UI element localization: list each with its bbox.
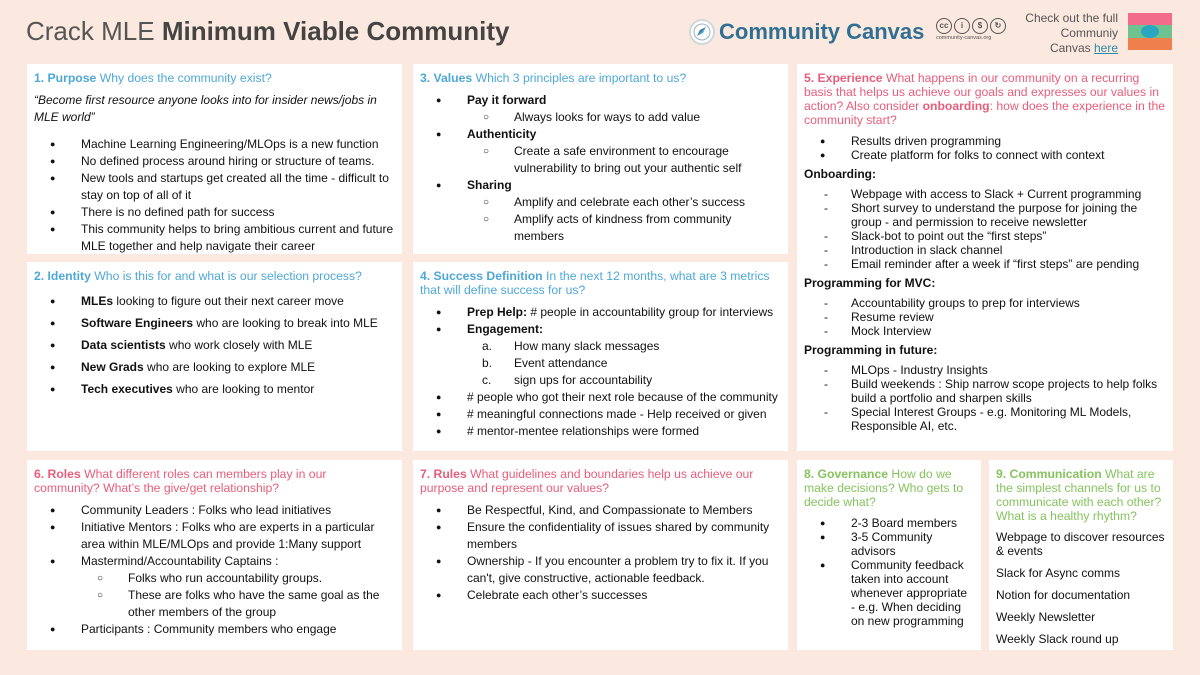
list-item: Webpage to discover resources & events xyxy=(996,530,1165,558)
list-item: - Email reminder after a week if “first steps” are pending xyxy=(804,257,1166,271)
list-item: ● This community helps to bring ambitious current and future MLE together and help navigate their career xyxy=(34,221,395,254)
list-item: ○ Always looks for ways to add value xyxy=(467,109,781,126)
identity-list xyxy=(34,290,395,400)
sa-icon: ↻ xyxy=(990,18,1006,34)
purpose-heading: 1. Purpose Why does the community exist? xyxy=(34,71,272,85)
list-item: ● Be Respectful, Kind, and Compassionate to Members xyxy=(420,502,781,519)
onboarding-list xyxy=(804,187,1166,271)
rules-card xyxy=(413,460,788,650)
list-item: ● Tech executives who are looking to mentor xyxy=(34,378,395,400)
community-canvas-logo-icon xyxy=(689,19,715,45)
list-item: ● New tools and startups get created all the time - difficult to stay on top of all of it xyxy=(34,170,395,204)
list-item: ● Initiative Mentors : Folks who are experts in a particular area within MLE/MLOps and provide 1:Many support xyxy=(34,519,395,553)
list-item: ● Results driven programming xyxy=(804,134,1166,148)
list-item: - Webpage with access to Slack + Current programming xyxy=(804,187,1166,201)
list-item: ● Prep Help: # people in accountability group for interviews xyxy=(420,304,781,321)
success-heading: 4. Success Definition In the next 12 months, what are 3 metrics that will define success for us? xyxy=(420,269,770,297)
values-card xyxy=(413,64,788,254)
onboarding-title: Onboarding: xyxy=(804,167,876,181)
experience-list xyxy=(804,134,1166,162)
rules-heading: 7. Rules What guidelines and boundaries help us achieve our purpose and represent our values? xyxy=(420,467,754,495)
governance-list xyxy=(804,516,974,628)
communication-heading: 9. Communication What are the simplest channels for us to communicate with each other? What is a healthy rhythm? xyxy=(996,467,1162,523)
list-item: c. sign ups for accountability xyxy=(482,373,653,387)
list-item: Slack for Async comms xyxy=(996,566,1121,580)
governance-card xyxy=(797,460,981,650)
list-item: ● There is no defined path for success xyxy=(34,204,395,221)
purpose-card xyxy=(27,64,402,254)
list-item: ● # people who got their next role because of the community xyxy=(420,389,781,406)
values-list xyxy=(420,92,781,245)
list-item: Weekly Slack round up xyxy=(996,632,1119,646)
list-item: ● Software Engineers who are looking to break into MLE xyxy=(34,312,395,334)
experience-card xyxy=(797,64,1173,451)
communication-list xyxy=(996,530,1166,646)
list-item: ● Data scientists who work closely with MLE xyxy=(34,334,395,356)
list-item: ● Community Leaders : Folks who lead initiatives xyxy=(34,502,395,519)
list-item: ● # meaningful connections made - Help received or given xyxy=(420,406,781,423)
identity-card xyxy=(27,262,402,451)
values-heading: 3. Values Which 3 principles are important to us? xyxy=(420,71,687,85)
list-item: ○ Create a safe environment to encourage vulnerability to bring out your authentic self xyxy=(467,143,781,177)
list-item: - Special Interest Groups - e.g. Monitoring ML Models, Responsible AI, etc. xyxy=(804,405,1166,433)
list-item: ● Create platform for folks to connect with context xyxy=(804,148,1166,162)
future-list xyxy=(804,363,1166,433)
identity-heading: 2. Identity Who is this for and what is our selection process? xyxy=(34,269,362,283)
list-item: ● Mastermind/Accountability Captains : ○ Folks who run accountability groups. ○ These are folks who have the same goal as the other members of the group xyxy=(34,553,395,621)
rules-list xyxy=(420,502,781,604)
list-item: Weekly Newsletter xyxy=(996,610,1096,624)
list-item: ● Participants : Community members who engage xyxy=(34,621,395,638)
list-item: ○ Amplify acts of kindness from community members xyxy=(467,211,781,245)
list-item: - Slack-bot to point out the “first steps” xyxy=(804,229,1166,243)
list-item: ○ These are folks who have the same goal as the other members of the group xyxy=(81,587,395,621)
success-card xyxy=(413,262,788,451)
list-item: ● MLEs looking to figure out their next career move xyxy=(34,290,395,312)
list-item: ● Celebrate each other’s successes xyxy=(420,587,781,604)
list-item: ● Ownership - If you encounter a problem try to fix it. If you can't, give constructive, actionable feedback. xyxy=(420,553,781,587)
by-icon: i xyxy=(954,18,970,34)
purpose-quote: “Become first resource anyone looks into for insider news/jobs in MLE world” xyxy=(34,93,377,124)
roles-list xyxy=(34,502,395,638)
communication-card xyxy=(989,460,1173,650)
list-item: ● Pay it forward ○ Always looks for ways to add value xyxy=(420,92,781,126)
list-item: ● No defined process around hiring or structure of teams. xyxy=(34,153,395,170)
list-item: ● Engagement: a. How many slack messages b. Event attendance c. sign ups for accountability xyxy=(420,321,781,389)
checkout-note: Check out the full Communiy Canvas here xyxy=(1025,11,1118,55)
list-item: ● 3-5 Community advisors xyxy=(804,530,974,558)
mvc-title: Programming for MVC: xyxy=(804,276,936,290)
canvas-thumbnail[interactable] xyxy=(1128,13,1172,50)
list-item: ● 2-3 Board members xyxy=(804,516,974,530)
success-list xyxy=(420,304,781,440)
list-item: - Build weekends : Ship narrow scope projects to help folks build a portfolio and sharpen skills xyxy=(804,377,1166,405)
cc-icon: cc xyxy=(936,18,952,34)
list-item: ○ Amplify and celebrate each other’s success xyxy=(467,194,781,211)
list-item: - Mock Interview xyxy=(804,324,1166,338)
experience-heading: 5. Experience What happens in our community on a recurring basis that helps us achieve our goals and expresses our values in action? Also consider onboarding: how does the experience in the community start? xyxy=(804,71,1166,127)
list-item: ● Ensure the confidentiality of issues shared by community members xyxy=(420,519,781,553)
governance-heading: 8. Governance How do we make decisions? Who gets to decide what? xyxy=(804,467,964,509)
list-item: b. Event attendance xyxy=(482,356,608,370)
cc-caption: community-canvas.org xyxy=(936,35,992,41)
purpose-list xyxy=(34,136,395,254)
list-item: - Resume review xyxy=(804,310,1166,324)
nc-icon: $ xyxy=(972,18,988,34)
brand-name: Community Canvas xyxy=(719,19,925,44)
list-item: ○ Folks who run accountability groups. xyxy=(81,570,395,587)
list-item: - Introduction in slack channel xyxy=(804,243,1166,257)
list-item: - Accountability groups to prep for interviews xyxy=(804,296,1166,310)
future-title: Programming in future: xyxy=(804,343,938,357)
list-item: - MLOps - Industry Insights xyxy=(804,363,1166,377)
roles-card xyxy=(27,460,402,650)
full-canvas-link[interactable]: here xyxy=(1093,41,1118,55)
page-title: Crack MLE Minimum Viable Community xyxy=(26,16,510,46)
list-item: ● # mentor-mentee relationships were formed xyxy=(420,423,781,440)
list-item: a. How many slack messages xyxy=(482,339,660,353)
roles-heading: 6. Roles What different roles can members play in our community? What’s the give/get relationship? xyxy=(34,467,327,495)
list-item: ● New Grads who are looking to explore MLE xyxy=(34,356,395,378)
list-item: Notion for documentation xyxy=(996,588,1131,602)
list-item: ● Community feedback taken into account whenever appropriate - e.g. When deciding on new programming xyxy=(804,558,974,628)
list-item: ● Authenticity ○ Create a safe environment to encourage vulnerability to bring out your authentic self xyxy=(420,126,781,177)
list-item: ● Machine Learning Engineering/MLOps is a new function xyxy=(34,136,395,153)
mvc-list xyxy=(804,296,1166,338)
creative-commons-badge[interactable] xyxy=(936,18,1008,41)
list-item: - Short survey to understand the purpose for joining the group - and permission to receive newsletter xyxy=(804,201,1166,229)
header xyxy=(0,0,1200,62)
list-item: ● Sharing ○ Amplify and celebrate each other’s success ○ Amplify acts of kindness from community members xyxy=(420,177,781,245)
